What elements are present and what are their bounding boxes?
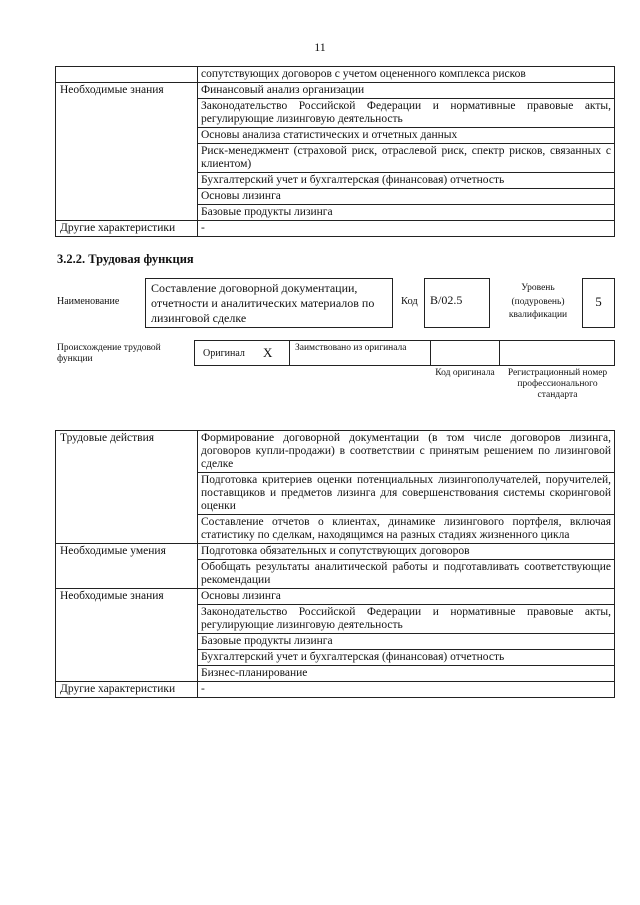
code-label: Код bbox=[401, 296, 418, 307]
knowledge-label: Необходимые знания bbox=[56, 589, 198, 682]
knowledge-item: Законодательство Российской Федерации и нормативные правовые акты, регулирующие лизинговую деятельность bbox=[198, 99, 615, 128]
knowledge-item: Базовые продукты лизинга bbox=[198, 205, 615, 221]
table-row bbox=[56, 221, 615, 237]
table-row bbox=[56, 431, 615, 473]
original-mark: X bbox=[263, 345, 273, 360]
action-item: Составление отчетов о клиентах, динамике лизингового портфеля, включая статистику по сделкам, находящимся на разных стадиях жизненного цикла bbox=[198, 515, 615, 544]
level-label: Уровень (подуровень) квалификации bbox=[508, 283, 568, 320]
original-label: Оригинал bbox=[203, 348, 245, 359]
borrowed-label: Заимствовано из оригинала bbox=[295, 343, 407, 353]
knowledge-item: Законодательство Российской Федерации и нормативные правовые акты, регулирующие лизинговую деятельность bbox=[198, 605, 615, 634]
empty-label-cell bbox=[56, 67, 198, 83]
knowledge-label: Необходимые знания bbox=[56, 83, 198, 221]
table-row bbox=[56, 544, 615, 560]
knowledge-item: Бизнес-планирование bbox=[198, 666, 615, 682]
table-row bbox=[56, 589, 615, 605]
knowledge-item: Бухгалтерский учет и бухгалтерская (финансовая) отчетность bbox=[198, 173, 615, 189]
page-number: 11 bbox=[314, 40, 326, 54]
knowledge-item: Финансовый анализ организации bbox=[198, 83, 615, 99]
action-item: Формирование договорной документации (в том числе договоров лизинга, договоров купли-продажи) в соответствии с принятым решением по лизинговой сделке bbox=[198, 431, 615, 473]
other-label: Другие характеристики bbox=[56, 682, 198, 698]
divider bbox=[289, 341, 290, 365]
origin-box bbox=[194, 340, 615, 366]
knowledge-item: Риск-менеджмент (страховой риск, отраслевой риск, спектр рисков, связанных с клиентом) bbox=[198, 144, 615, 173]
skills-label: Необходимые умения bbox=[56, 544, 198, 589]
function-name: Составление договорной документации, отчетности и аналитических материалов по лизинговой сделке bbox=[145, 278, 393, 328]
divider bbox=[430, 341, 431, 365]
name-label: Наименование bbox=[57, 296, 120, 307]
table-continuation bbox=[55, 66, 615, 237]
origin-label: Происхождение трудовой функции bbox=[57, 343, 161, 364]
knowledge-item: Основы лизинга bbox=[198, 589, 615, 605]
other-value: - bbox=[198, 221, 615, 237]
action-item: Подготовка критериев оценки потенциальных лизингополучателей, поручителей, поставщиков и предметов лизинга для совершенствования системы скоринговой оценки bbox=[198, 473, 615, 515]
table-cell: сопутствующих договоров с учетом оцененного комплекса рисков bbox=[198, 67, 615, 83]
table-row bbox=[56, 67, 615, 83]
knowledge-item: Бухгалтерский учет и бухгалтерская (финансовая) отчетность bbox=[198, 650, 615, 666]
section-title: 3.2.2. Трудовая функция bbox=[57, 252, 194, 266]
table-row bbox=[56, 682, 615, 698]
other-label: Другие характеристики bbox=[56, 221, 198, 237]
table-row bbox=[56, 83, 615, 99]
table-function-details bbox=[55, 430, 615, 698]
other-value: - bbox=[198, 682, 615, 698]
skill-item: Подготовка обязательных и сопутствующих договоров bbox=[198, 544, 615, 560]
knowledge-item: Основы лизинга bbox=[198, 189, 615, 205]
actions-label: Трудовые действия bbox=[56, 431, 198, 544]
code-caption: Код оригинала bbox=[435, 368, 495, 378]
skill-item: Обобщать результаты аналитической работы и подготавливать соответствующие рекомендации bbox=[198, 560, 615, 589]
divider bbox=[499, 341, 500, 365]
code-value: B/02.5 bbox=[424, 278, 490, 328]
level-value: 5 bbox=[582, 278, 615, 328]
knowledge-item: Основы анализа статистических и отчетных данных bbox=[198, 128, 615, 144]
knowledge-item: Базовые продукты лизинга bbox=[198, 634, 615, 650]
reg-caption: Регистрационный номер профессионального стандарта bbox=[507, 368, 608, 400]
